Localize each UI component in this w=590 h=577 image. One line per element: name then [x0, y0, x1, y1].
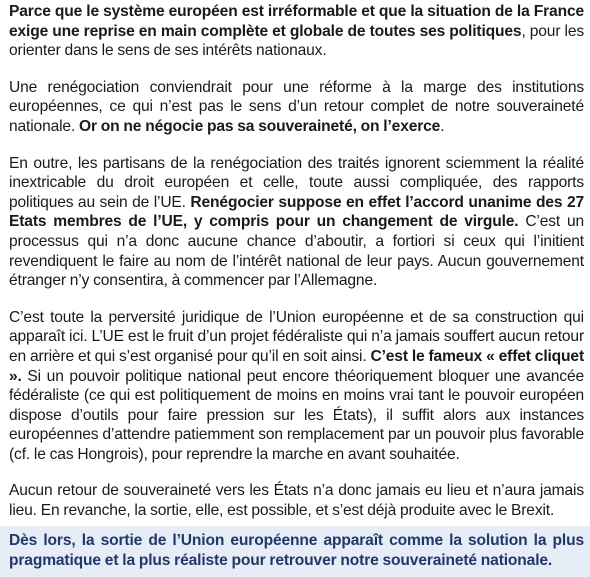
paragraph-4-text-end: Si un pouvoir politique national peut encore théoriquement bloquer une avancée fédéraliste (ce qui est politiquement de moins en moins vrai tant le pouvoir européen dispose d’outils pour faire pression sur les États), il suffit alors aux instances européennes d’attendre patiemment son remplacement par un pouvoir plus favorable (cf. le cas Hongrois), pour reprendre la marche en avant souhaitée.: [9, 367, 584, 463]
paragraph-3-text-start: En outre, les partisans de la renégociation des traités ignorent sciemment la réalité inextricable du droit européen et celle, toute aussi compliquée, des rapports politiques au sein de l’UE.: [9, 154, 584, 211]
paragraph-2-period: .: [440, 117, 445, 135]
paragraph-4-bold-statement: C’est le fameux « effet cliquet ».: [9, 347, 584, 385]
paragraph-3: [9, 154, 584, 291]
paragraph-4: [9, 308, 584, 465]
paragraph-3-text-end: C’est un processus qui n’a donc aucune chance d’aboutir, a fortiori si ceux qui l’initient revendiquent le faire au nom de l’intérêt national de leur pays. Aucun gouvernement étranger n’y consentira, à commencer par l’Allemagne.: [9, 213, 584, 290]
paragraph-4-text-start: C’est toute la perversité juridique de l’Union européenne et de sa construction qui apparaît ici. L’UE est le fruit d’un projet fédéraliste qui n’a jamais souffert aucun retour en arrière et qui s’est organisé pour qu’il en soit ainsi.: [9, 308, 584, 365]
paragraph-2-bold-statement: Or on ne négocie pas sa souveraineté, on l’exerce: [79, 117, 441, 135]
paragraph-2-text: Une renégociation conviendrait pour une réforme à la marge des institutions européennes, ce qui n’est pas le sens d’un retour complet de notre souveraineté nationale.: [9, 78, 584, 135]
paragraph-2: [9, 78, 584, 137]
paragraph-1-bold-lead: Parce que le système européen est irréformable et que la situation de la France exige une reprise en main complète et globale de toutes ses politiques: [9, 3, 584, 40]
paragraph-1-text: , pour les orienter dans le sens de ses intérêts nationaux.: [9, 22, 584, 60]
conclusion-callout-text: Dès lors, la sortie de l’Union européenne apparaît comme la solution la plus pragmatique et la plus réaliste pour retrouver notre souveraineté nationale.: [9, 532, 584, 569]
paragraph-3-bold-statement: Renégocier suppose en effet l’accord unanime des 27 Etats membres de l’UE, y compris pour un changement de virgule.: [9, 193, 584, 231]
conclusion-callout: [0, 526, 590, 577]
paragraph-5: [9, 481, 584, 520]
paragraph-5-text: Aucun retour de souveraineté vers les États n’a donc jamais eu lieu et n’aura jamais lieu. En revanche, la sortie, elle, est possible, et s’est déjà produite avec le Brexit.: [9, 482, 584, 520]
paragraph-1: [9, 2, 584, 61]
